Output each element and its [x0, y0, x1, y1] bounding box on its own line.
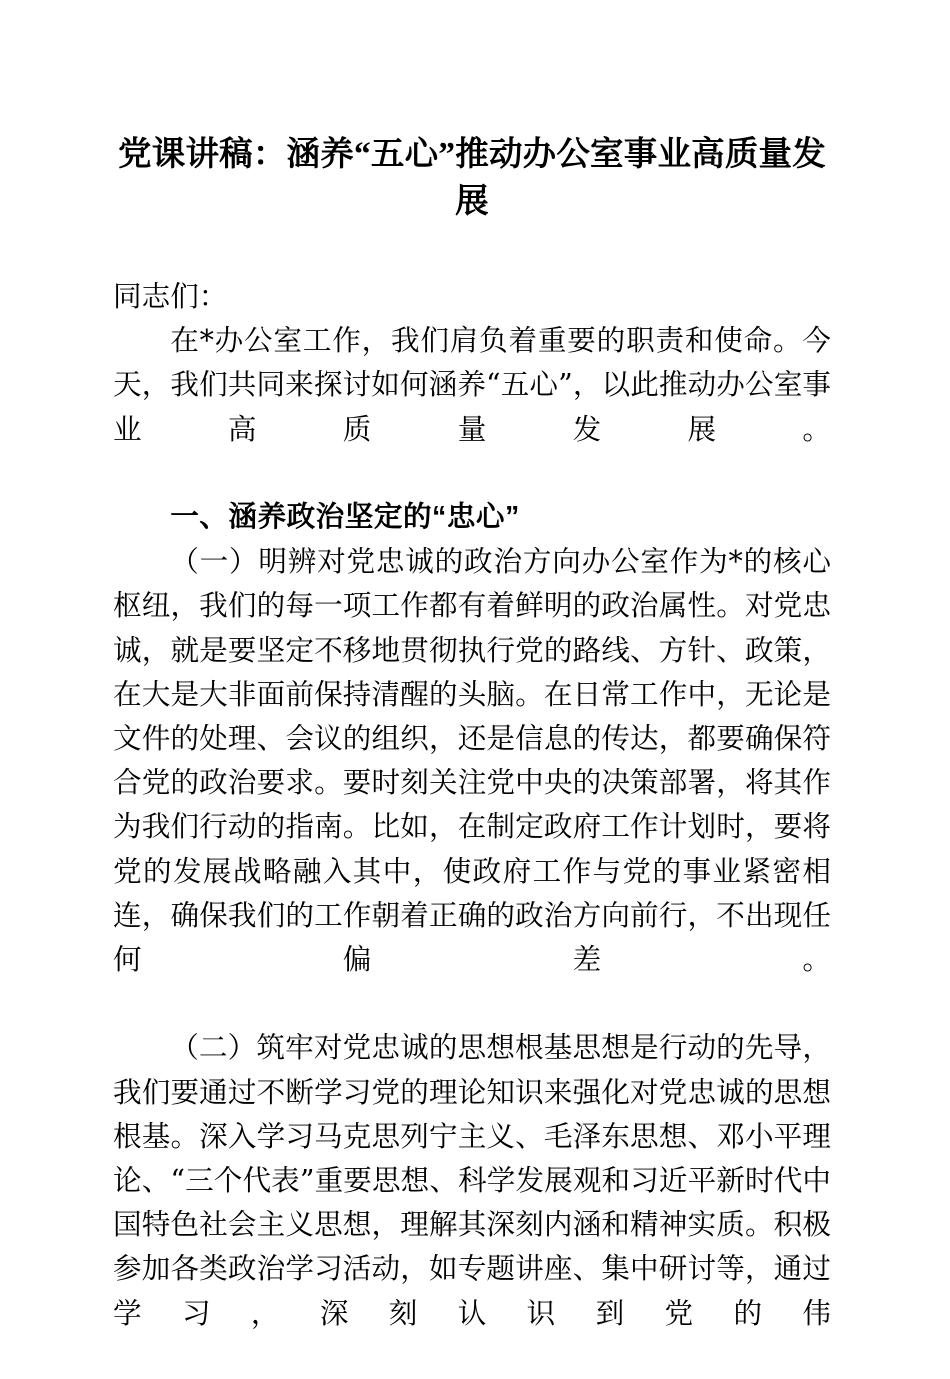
subsection-paragraph-one: （一）明辨对党忠诚的政治方向办公室作为*的核心枢纽，我们的每一项工作都有着鲜明的政治属性。对党忠诚，就是要坚定不移地贯彻执行党的路线、方针、政策，在大是大非面前保持清醒的头脑。在日常工作中，无论是文件的处理、会议的组织，还是信息的传达，都要确保符合党的政治要求。要时刻关注党中央的决策部署，将其作为我们行动的指南。比如，在制定政府工作计划时，要将党的发展战略融入其中，使政府工作与党的事业紧密相连，确保我们的工作朝着正确的政治方向前行，不出现任何偏差。 [113, 544, 831, 977]
intro-paragraph: 在*办公室工作，我们肩负着重要的职责和使命。今天，我们共同来探讨如何涵养“五心”，以此推动办公室事业高质量发展。 [113, 323, 831, 446]
section-heading-one: 一、涵养政治坚定的“忠心” [170, 501, 520, 534]
subsection-paragraph-two: （二）筑牢对党忠诚的思想根基思想是行动的先导，我们要通过不断学习党的理论知识来强化对党忠诚的思想根基。深入学习马克思列宁主义、毛泽东思想、邓小平理论、“三个代表”重要思想、科学发展观和习近平新时代中国特色社会主义思想，理解其深刻内涵和精神实质。积极参加各类政治学习活动，如专题讲座、集中研讨等，通过学习，深刻认识到党的伟 [113, 1030, 831, 1330]
document-title: 党课讲稿：涵养“五心”推动办公室事业高质量发展 [118, 136, 826, 220]
document-content-column [113, 0, 831, 1379]
greeting-paragraph: 同志们： [113, 279, 228, 313]
